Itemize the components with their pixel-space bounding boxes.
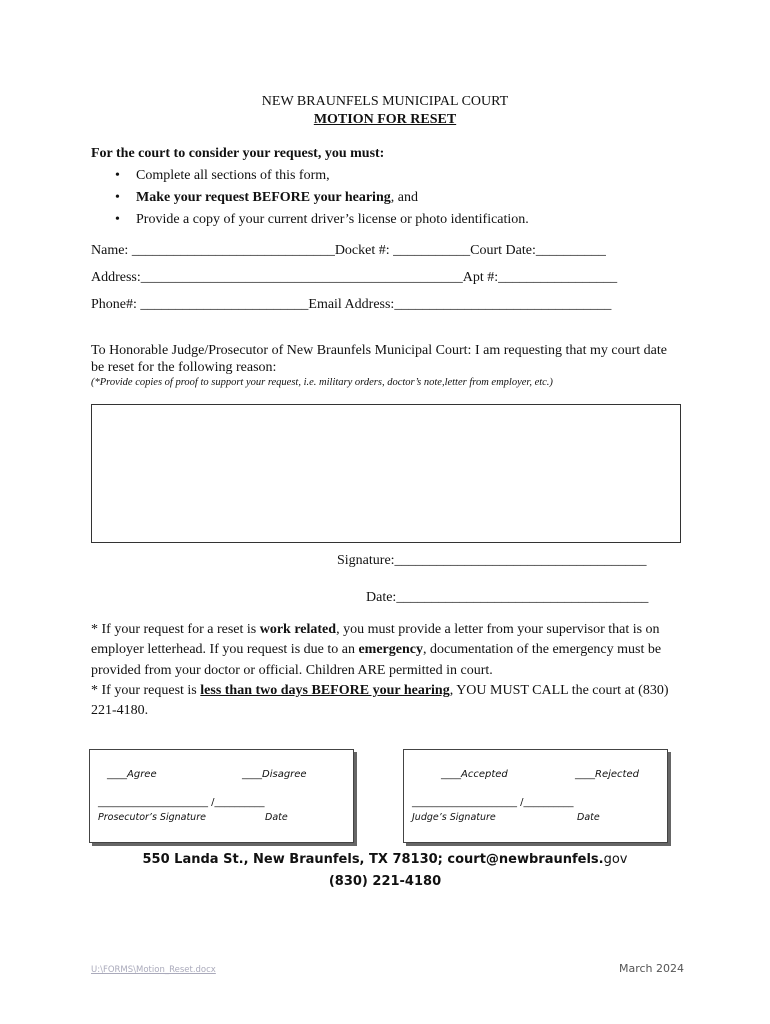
prosecutor-signature-line[interactable]: ______________________ /__________ [98, 797, 265, 808]
date-field[interactable]: Date:____________________________________ [366, 590, 649, 605]
judge-signature-caption: Judge’s Signature [412, 812, 496, 823]
footer-phone: (830) 221-4180 [328, 874, 442, 889]
rejected-option[interactable]: ____Rejected [575, 769, 639, 780]
disagree-option[interactable]: ____Disagree [242, 769, 307, 780]
note-emphasis: work related [259, 622, 337, 637]
note-text: , documentation of the emergency must be provided from your doctor or official. Children ARE permitted in court. [91, 642, 662, 678]
name-docket-date-field[interactable]: Name: _____________________________Docket #: ___________Court Date:__________ [91, 243, 606, 258]
judge-date-caption: Date [577, 812, 600, 823]
footer-address-main: 550 Landa St., New Braunfels, TX 78130; court@newbraunfels. [142, 852, 604, 867]
note-text: * If your request for a reset is [91, 622, 260, 637]
document-date: March 2024 [619, 962, 685, 975]
form-title: MOTION FOR RESET [313, 112, 457, 127]
note-text: , you must provide a letter from your supervisor that is on employer letterhead. If you request is due to an [91, 622, 660, 658]
instruction-tail: , and [390, 190, 418, 205]
instruction-emphasis: Make your request BEFORE your hearing [136, 190, 391, 205]
reason-statement: To Honorable Judge/Prosecutor of New Braunfels Municipal Court: I am requesting that my court date be reset for the following reason: [91, 343, 667, 375]
reason-note: (*Provide copies of proof to support your request, i.e. military orders, doctor’s note,letter from employer, etc.) [91, 377, 553, 388]
judge-decision-box [403, 749, 668, 843]
phone-email-field[interactable]: Phone#: ________________________Email Address:_______________________________ [91, 297, 612, 312]
instructions-list [91, 166, 529, 232]
instruction-item: • Provide a copy of your current driver’s license or photo identification. [91, 210, 529, 232]
instruction-item [91, 188, 529, 210]
judge-signature-line[interactable]: _____________________ /__________ [412, 797, 574, 808]
footer-address [0, 852, 770, 867]
note-emphasis: less than two days BEFORE your hearing [200, 682, 450, 698]
document-path-link[interactable]: U:\FORMS\Motion_Reset.docx [91, 965, 216, 975]
reason-textarea[interactable] [91, 404, 681, 543]
address-apt-field[interactable]: Address:______________________________________________Apt #:_________________ [91, 270, 618, 285]
signature-field[interactable]: Signature:____________________________________ [337, 553, 647, 568]
notes-section [91, 620, 691, 721]
court-name: NEW BRAUNFELS MUNICIPAL COURT [261, 94, 509, 109]
agree-option[interactable]: ____Agree [107, 769, 157, 780]
instruction-item: • Complete all sections of this form, [91, 166, 529, 188]
accepted-option[interactable]: ____Accepted [441, 769, 508, 780]
prosecutor-signature-caption: Prosecutor’s Signature [98, 812, 206, 823]
prosecutor-decision-box [89, 749, 354, 843]
instructions-intro: For the court to consider your request, you must: [91, 146, 385, 161]
note-emphasis: emergency [358, 642, 423, 658]
footer-address-tld: gov [603, 852, 628, 867]
note-text: , YOU MUST CALL the court at (830) 221-4180. [91, 682, 669, 719]
prosecutor-date-caption: Date [265, 812, 288, 823]
note-text: * If your request is [91, 682, 201, 698]
